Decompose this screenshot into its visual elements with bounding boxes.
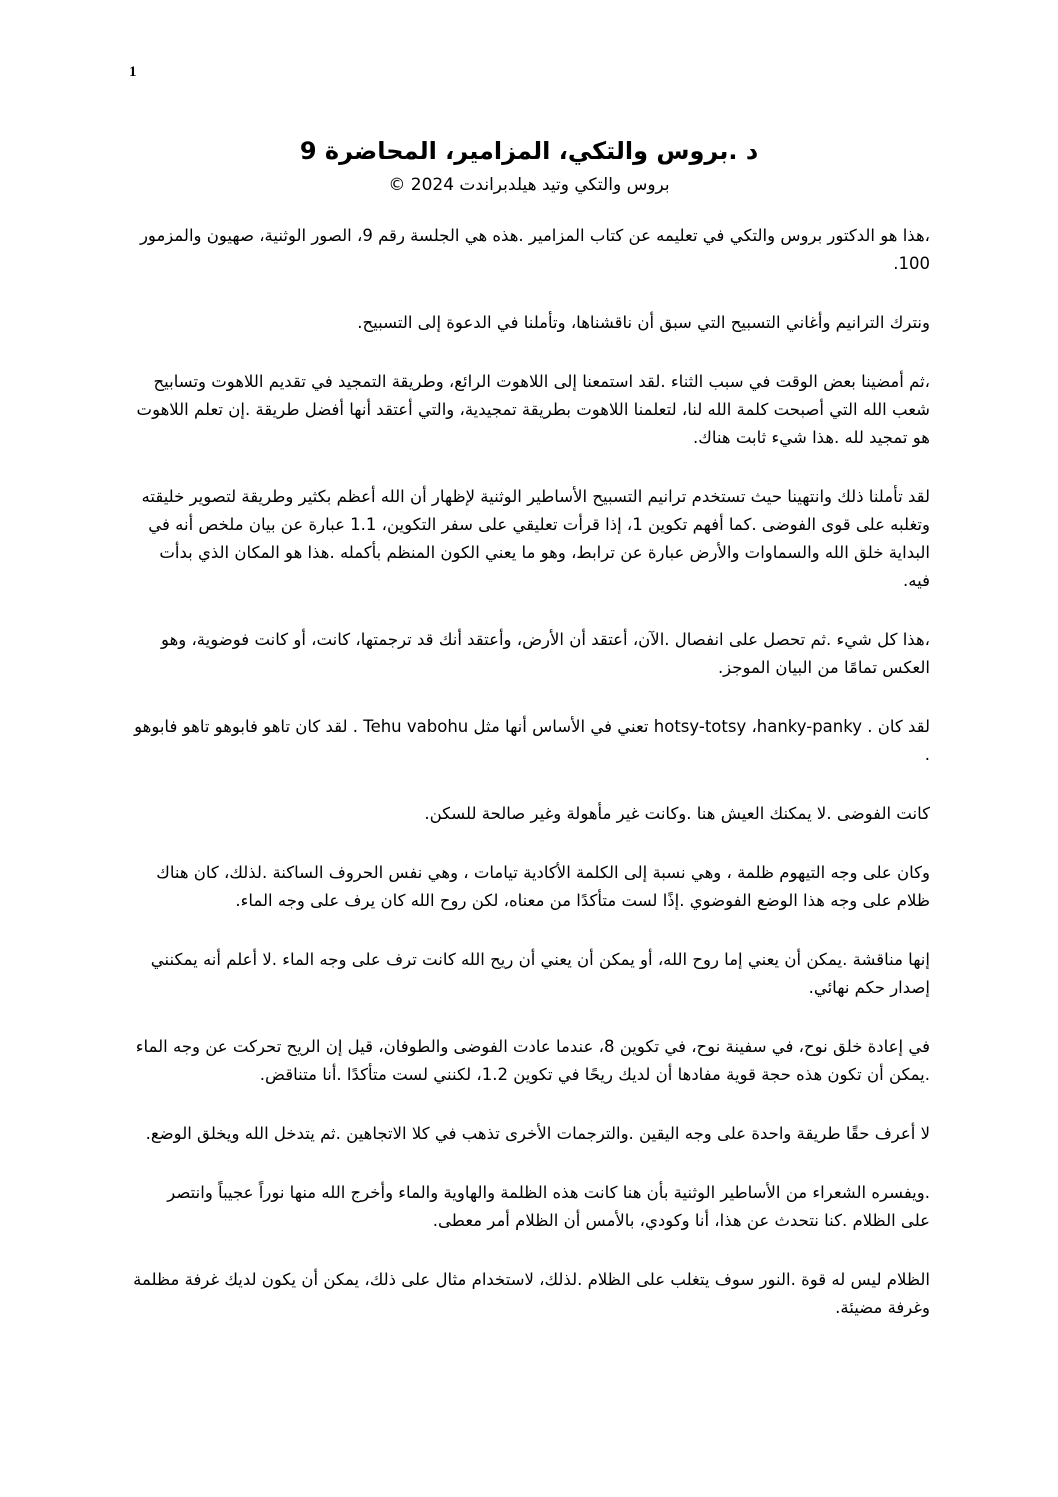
lecture-transcript xyxy=(133,222,930,1353)
paragraph-7: كانت الفوضى .لا يمكنك العيش هنا .وكانت غير مأهولة وغير صالحة للسكن. xyxy=(424,804,930,823)
paragraph-10: في إعادة خلق نوح، في سفينة نوح، في تكوين 8، عندما عادت الفوضى والطوفان، قيل إن الريح تحركت عن وجه الماء .يمكن أن تكون هذه حجة قوية مفادها أن لديك ريحًا في تكوين 1.2، لكنني لست متأكدًا .أنا متناقض. xyxy=(135,1037,930,1084)
copyright-subtitle: بروس والتكي وتيد هيلدبراندت 2024 © xyxy=(388,175,670,195)
paragraph-1: ،هذا هو الدكتور بروس والتكي في تعليمه عن كتاب المزامير .هذه هي الجلسة رقم 9، الصور الوثنية، صهيون والمزمور 100. xyxy=(139,226,930,273)
paragraph-9: إنها مناقشة .يمكن أن يعني إما روح الله، أو يمكن أن يعني أن ريح الله كانت ترف على وجه الماء .لا أعلم أنه يمكنني إصدار حكم نهائي. xyxy=(150,950,930,997)
page-number: 1 xyxy=(129,64,137,80)
paragraph-13: الظلام ليس له قوة .النور سوف يتغلب على الظلام .لذلك، لاستخدام مثال على ذلك، يمكن أن يكون لديك غرفة مظلمة وغرفة مضيئة. xyxy=(133,1270,930,1317)
paragraph-2: ونترك الترانيم وأغاني التسبيح التي سبق أن ناقشناها، وتأملنا في الدعوة إلى التسبيح. xyxy=(357,313,930,332)
paragraph-8: وكان على وجه التيهوم ظلمة ، وهي نسبة إلى الكلمة الأكادية تيامات ، وهي نفس الحروف الساكنة .لذلك، كان هناك ظلام على وجه هذا الوضع الفوضوي .إذًا لست متأكدًا من معناه، لكن روح الله كان يرف على وجه الماء. xyxy=(156,863,930,910)
paragraph-6: لقد كان . hotsy-totsy ،hanky-panky تعني في الأساس أنها مثل Tehu vabohu . لقد كان تاهو فابوهو تاهو فابوهو . xyxy=(134,717,930,764)
paragraph-12: .ويفسره الشعراء من الأساطير الوثنية بأن هنا كانت هذه الظلمة والهاوية والماء وأخرج الله منها نوراً عجيباً وانتصر على الظلام .كنا نتحدث عن هذا، أنا وكودي، بالأمس أن الظلام أمر معطى. xyxy=(167,1183,930,1230)
paragraph-4: لقد تأملنا ذلك وانتهينا حيث تستخدم ترانيم التسبيح الأساطير الوثنية لإظهار أن الله أعظم بكثير وطريقة لتصوير خليقته وتغلبه على قوى الفوضى .كما أفهم تكوين 1، إذا قرأت تعليقي على سفر التكوين، 1.1 عبارة عن بيان ملخص أنه في البداية خلق الله والسماوات والأرض عبارة عن ترابط، وهو ما يعني الكون المنظم بأكمله .هذا هو المكان الذي بدأت فيه. xyxy=(141,487,930,590)
paragraph-11: لا أعرف حقًا طريقة واحدة على وجه اليقين .والترجمات الأخرى تذهب في كلا الاتجاهين .ثم يتدخل الله ويخلق الوضع. xyxy=(145,1124,930,1143)
paragraph-5: ،هذا كل شيء .ثم تحصل على انفصال .الآن، أعتقد أن الأرض، وأعتقد أنك قد ترجمتها، كانت، أو كانت فوضوية، وهو العكس تمامًا من البيان الموجز. xyxy=(161,630,930,677)
page-title: د .بروس والتكي، المزامير، المحاضرة 9 xyxy=(299,137,759,165)
paragraph-3: ،ثم أمضينا بعض الوقت في سبب الثناء .لقد استمعنا إلى اللاهوت الرائع، وطريقة التمجيد في تقديم اللاهوت وتسابيح شعب الله التي أصبحت كلمة الله لنا، لتعلمنا اللاهوت بطريقة تمجيدية، والتي أعتقد أنها أفضل طريقة .إن تعلم اللاهوت هو تمجيد لله .هذا شيء ثابت هناك. xyxy=(136,372,930,447)
